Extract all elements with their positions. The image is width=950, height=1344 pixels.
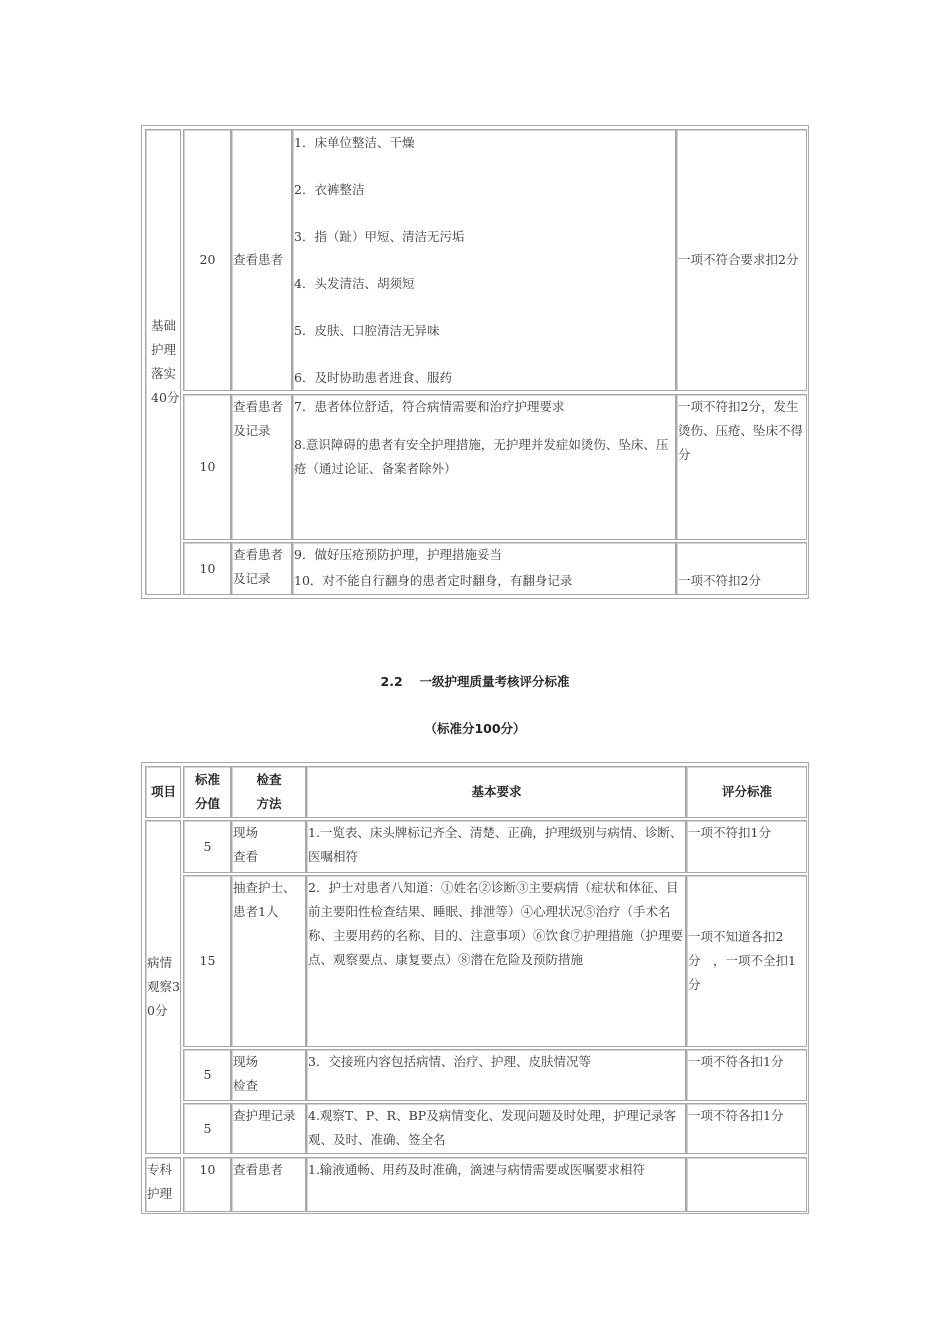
nursing-table-2 [141,762,809,1214]
header-item: 项目 [145,766,181,818]
standard-cell [686,1157,807,1212]
method-text: 查看患者 [233,1162,284,1177]
standard-text: 一项不符扣2分 [678,573,761,588]
requirement-cell [306,820,686,873]
requirement-item: 6．及时协助患者进食、服药 [294,370,452,385]
standard-cell [676,129,807,391]
requirement-item: 3．指（趾）甲短、清洁无污垢 [294,229,465,244]
header-requirement: 基本要求 [306,766,686,818]
requirement-cell [306,1157,686,1212]
standard-text: 一项不符各扣1分 [688,1108,784,1123]
score-value: 5 [203,838,212,854]
method-cell [231,394,292,540]
method-cell [231,1049,306,1101]
score-value: 10 [199,459,216,474]
header-score: 标准分值 [183,766,231,818]
score-value: 10 [199,560,216,576]
category-cell [145,820,181,1154]
method-cell [231,875,306,1047]
header-method: 检查方法 [231,766,306,818]
requirement-text: 4.观察T、P、R、BP及病情变化、发现问题及时处理，护理记录客观、及时、准确、签全名 [308,1108,677,1147]
score-cell [183,1049,231,1101]
requirement-item: 10．对不能自行翻身的患者定时翻身，有翻身记录 [294,573,573,588]
requirement-cell [292,394,676,540]
method-text: 现场查看 [233,825,259,864]
requirement-cell [306,1049,686,1101]
standard-text: 一项不知道各扣2分 ，一项不全扣1分 [688,929,796,992]
requirement-item: 2．衣裤整洁 [294,182,365,197]
requirement-cell [306,1103,686,1154]
requirement-item: 9．做好压疮预防护理，护理措施妥当 [294,547,502,562]
score-cell [183,542,231,595]
standard-cell [686,1049,807,1101]
method-cell [231,820,306,873]
standard-text: 一项不符合要求扣2分 [678,252,799,267]
score-value: 15 [199,953,216,968]
method-text: 查看患者及记录 [233,547,284,586]
requirement-text: 1.一览表、床头牌标记齐全、清楚、正确，护理级别与病情、诊断、医嘱相符 [308,825,683,864]
method-text: 抽查护士、患者1人 [233,880,296,919]
section-title: 2.2 一级护理质量考核评分标准 [380,674,570,689]
category-label: 病情观察30分 [147,955,180,1018]
score-value: 20 [199,252,216,267]
score-value: 5 [203,1120,212,1136]
standard-cell [686,1103,807,1154]
requirement-item: 8.意识障碍的患者有安全护理措施，无护理并发症如烫伤、坠床、压疮（通过论证、备案者除外） [294,437,669,476]
category-cell [145,129,181,595]
method-text: 查看患者及记录 [233,399,284,438]
method-cell [231,129,292,391]
standard-cell [686,820,807,873]
score-value: 10 [199,1162,216,1177]
score-value: 5 [203,1067,212,1082]
requirement-cell [292,129,676,391]
category-label: 基础护理落实40分 [151,318,180,405]
header-standard: 评分标准 [686,766,807,818]
standard-cell [676,542,807,595]
requirement-item: 4．头发清洁、胡须短 [294,276,415,291]
requirement-text: 3．交接班内容包括病情、治疗、护理、皮肤情况等 [308,1054,591,1069]
nursing-table-1 [141,125,809,599]
requirement-item: 5．皮肤、口腔清洁无异味 [294,323,440,338]
method-cell [231,542,292,595]
standard-text: 一项不符扣2分，发生烫伤、压疮、坠床不得分 [678,399,804,462]
requirement-text: 2．护士对患者八知道：①姓名②诊断③主要病情（症状和体征、目前主要阳性检查结果、睡眠、排泄等）④心理状况⑤治疗（手术名称、主要用药的名称、目的、注意事项）⑥饮食⑦护理措施（护理要点、观察要点、康复要点）⑧潜在危险及预防措施 [308,880,684,967]
standard-text: 一项不符扣1分 [688,825,771,840]
category-label: 专科护理 [147,1162,173,1201]
requirement-cell [292,542,676,595]
method-text: 查护理记录 [233,1108,296,1123]
requirement-item: 1．床单位整洁、干燥 [294,135,415,150]
score-cell [183,1157,231,1212]
standard-text: 一项不符各扣1分 [688,1054,784,1069]
method-text: 现场检查 [233,1054,259,1093]
score-cell [183,129,231,391]
section-subtitle: （标准分100分） [424,721,526,736]
standard-cell [686,875,807,1047]
method-text: 查看患者 [233,252,284,267]
category-cell [145,1157,181,1212]
requirement-item: 7．患者体位舒适，符合病情需要和治疗护理要求 [294,399,565,414]
score-cell [183,394,231,540]
score-cell [183,1103,231,1154]
standard-cell [676,394,807,540]
requirement-text: 1.输液通畅、用药及时准确，滴速与病情需要或医嘱要求相符 [308,1162,645,1177]
requirement-cell [306,875,686,1047]
method-cell [231,1103,306,1154]
score-cell [183,820,231,873]
score-cell [183,875,231,1047]
method-cell [231,1157,306,1212]
